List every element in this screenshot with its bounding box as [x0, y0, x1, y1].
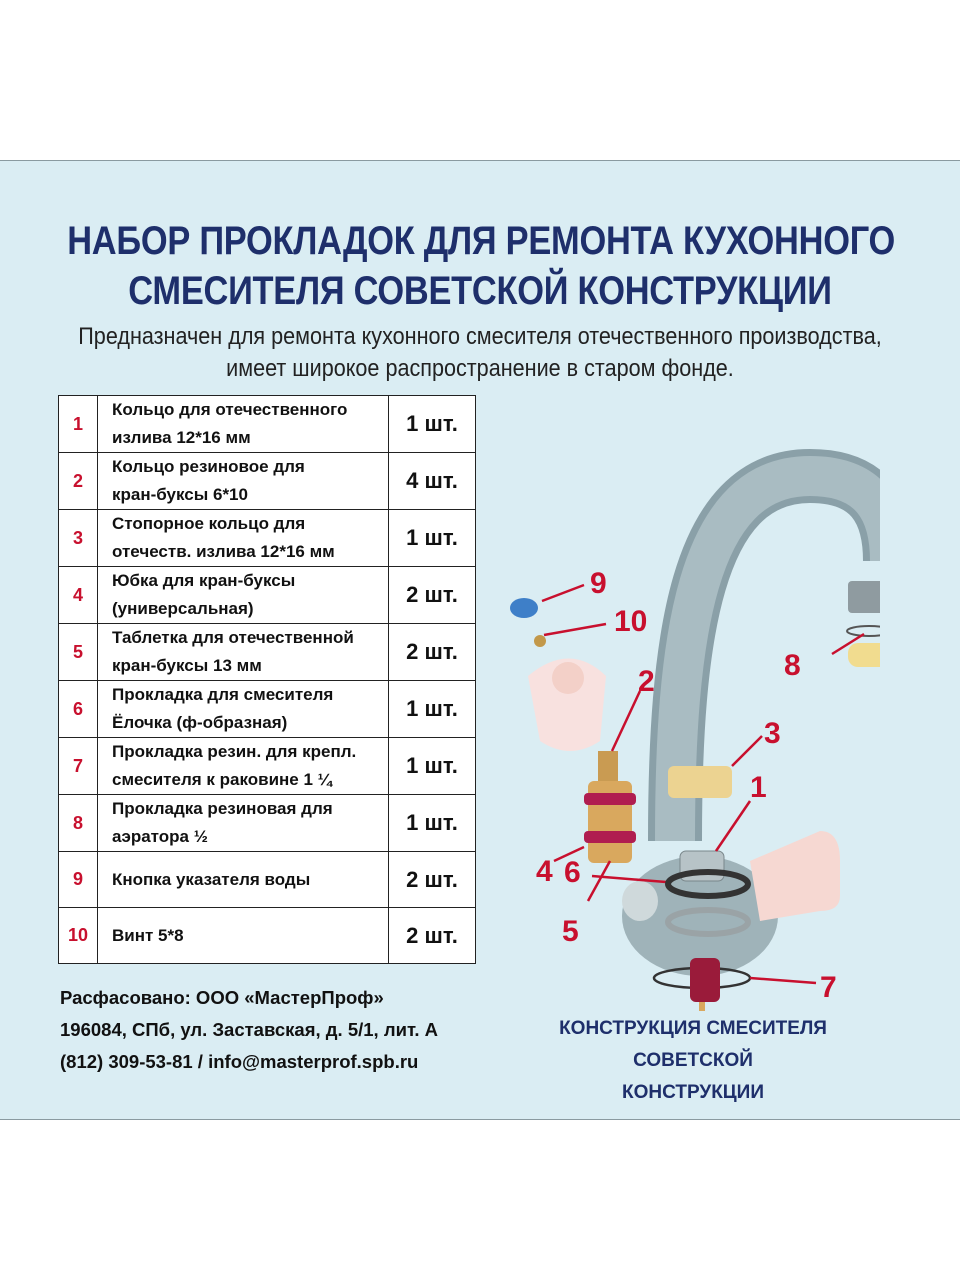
callout-2: 2 — [638, 665, 655, 698]
table-row — [59, 624, 476, 681]
table-row — [59, 396, 476, 453]
title-line-2: СМЕСИТЕЛЯ СОВЕТСКОЙ КОНСТРУКЦИИ — [128, 269, 832, 313]
item-quantity: 1 шт. — [389, 795, 476, 852]
item-quantity: 2 шт. — [389, 908, 476, 964]
callout-line-6 — [592, 876, 666, 882]
item-number: 4 — [59, 567, 98, 624]
item-name-line-2: (универсальная) — [112, 599, 254, 618]
item-name-line-2: кран-буксы 6*10 — [112, 485, 248, 504]
item-name-line-2: Ёлочка (ф-образная) — [112, 713, 288, 732]
callout-9: 9 — [590, 567, 607, 600]
item-name-line-1: Стопорное кольцо для — [112, 514, 306, 533]
knob-top — [552, 662, 584, 694]
water-indicator-button — [510, 598, 538, 618]
callout-1: 1 — [750, 771, 767, 804]
item-quantity: 1 шт. — [389, 510, 476, 567]
packer-contacts: (812) 309-53-81 / info@masterprof.spb.ru — [60, 1051, 419, 1072]
item-name — [98, 510, 389, 567]
item-name — [98, 681, 389, 738]
item-name-line-1: Кнопка указателя воды — [112, 869, 311, 889]
callout-7: 7 — [820, 971, 837, 1004]
item-name-line-2: кран-буксы 13 мм — [112, 656, 262, 675]
item-name — [98, 738, 389, 795]
item-name-line-2: смесителя к раковине 1 ¼ — [112, 770, 332, 789]
callout-6: 6 — [564, 856, 581, 889]
subtitle-line-1: Предназначен для ремонта кухонного смесителя отечественного производства, — [78, 323, 882, 350]
item-number: 3 — [59, 510, 98, 567]
item-name — [98, 396, 389, 453]
item-name — [98, 567, 389, 624]
callout-3: 3 — [764, 717, 781, 750]
diagram-caption — [508, 1013, 878, 1109]
item-name — [98, 795, 389, 852]
item-quantity: 2 шт. — [389, 852, 476, 908]
item-name-line-1: Прокладка резиновая для — [112, 799, 333, 818]
spout-ring — [668, 766, 732, 798]
item-name-line-1: Прокладка для смесителя — [112, 685, 334, 704]
item-name-line-2: отечеств. излива 12*16 мм — [112, 542, 335, 561]
table-row — [59, 681, 476, 738]
caption-line-1: КОНСТРУКЦИЯ СМЕСИТЕЛЯ СОВЕТСКОЙ — [559, 1018, 827, 1071]
callout-8: 8 — [784, 649, 801, 682]
item-name-line-1: Юбка для кран-буксы — [112, 571, 296, 590]
caption-line-2: КОНСТРУКЦИИ — [622, 1082, 764, 1103]
item-name — [98, 852, 389, 908]
table-row — [59, 453, 476, 510]
item-name-line-1: Таблетка для отечественной — [112, 628, 354, 647]
item-quantity: 1 шт. — [389, 396, 476, 453]
screw — [534, 635, 546, 647]
table-row — [59, 795, 476, 852]
table-row — [59, 567, 476, 624]
parts-table — [58, 395, 476, 964]
aerator-shape — [848, 581, 880, 613]
item-number: 6 — [59, 681, 98, 738]
lower-parts-diagram — [540, 840, 780, 1020]
item-name — [98, 624, 389, 681]
title-line-1: НАБОР ПРОКЛАДОК ДЛЯ РЕМОНТА КУХОННОГО — [67, 219, 896, 263]
item-name-line-2: аэратора ½ — [112, 827, 208, 846]
item-number: 1 — [59, 396, 98, 453]
item-number: 10 — [59, 908, 98, 964]
item-number: 7 — [59, 738, 98, 795]
callout-4: 4 — [536, 855, 553, 888]
packer-address: 196084, СПб, ул. Заставская, д. 5/1, лит. А — [60, 1019, 439, 1040]
packer-name: Расфасовано: ООО «МастерПроф» — [60, 987, 384, 1008]
cartridge-ring — [584, 793, 636, 805]
item-number: 8 — [59, 795, 98, 852]
callout-5: 5 — [562, 915, 579, 948]
item-quantity: 4 шт. — [389, 453, 476, 510]
valve-tablet — [690, 958, 720, 1002]
item-quantity: 1 шт. — [389, 681, 476, 738]
table-row — [59, 852, 476, 908]
cartridge-stem — [598, 751, 618, 781]
item-name-line-1: Винт 5*8 — [112, 925, 184, 945]
item-quantity: 1 шт. — [389, 738, 476, 795]
aerator-gasket — [848, 643, 880, 667]
item-quantity: 2 шт. — [389, 624, 476, 681]
item-name-line-2: излива 12*16 мм — [112, 428, 251, 447]
item-quantity: 2 шт. — [389, 567, 476, 624]
item-number: 5 — [59, 624, 98, 681]
item-name — [98, 453, 389, 510]
item-number: 9 — [59, 852, 98, 908]
item-name-line-1: Прокладка резин. для крепл. — [112, 742, 357, 761]
item-name — [98, 908, 389, 964]
item-number: 2 — [59, 453, 98, 510]
product-card — [0, 160, 960, 1120]
callout-10: 10 — [614, 605, 648, 638]
item-name-line-1: Кольцо резиновое для — [112, 457, 305, 476]
herringbone-gasket — [668, 872, 748, 896]
subtitle-line-2: имеет широкое распространение в старом фонде. — [226, 355, 734, 382]
table-row — [59, 510, 476, 567]
herringbone-gasket-2 — [668, 910, 748, 934]
table-row — [59, 908, 476, 964]
table-row — [59, 738, 476, 795]
item-name-line-1: Кольцо для отечественного — [112, 400, 348, 419]
